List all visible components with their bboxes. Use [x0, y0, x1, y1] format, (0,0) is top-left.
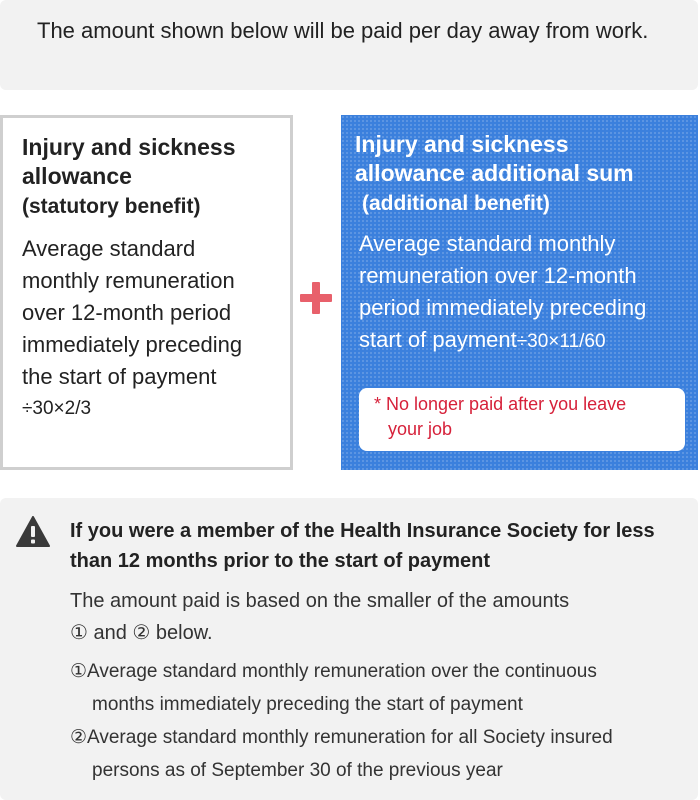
statutory-formula-line: the start of payment: [22, 364, 217, 389]
statutory-title: [22, 133, 282, 191]
info-list: [70, 655, 695, 787]
warning-icon: [16, 516, 50, 548]
additional-formula: [355, 228, 690, 358]
list-item-2: ②Average standard monthly remuneration for all Society insured: [70, 727, 613, 748]
statutory-title-line1: Injury and sickness: [22, 134, 236, 160]
additional-formula-line: Average standard monthly: [359, 231, 616, 256]
plus-icon: [298, 280, 334, 316]
statutory-subtitle: (statutory benefit): [22, 195, 201, 218]
statutory-formula-line: immediately preceding: [22, 332, 243, 357]
additional-subtitle: (additional benefit): [362, 192, 550, 215]
note-box: [359, 388, 685, 451]
statutory-benefit-box: [0, 115, 293, 470]
list-item-1-cont: months immediately preceding the start of payment: [92, 694, 523, 715]
intro-text: The amount shown below will be paid per day away from work.: [37, 18, 649, 43]
note-line2: your job: [388, 419, 453, 439]
statutory-formula-line: monthly remuneration: [22, 268, 235, 293]
info-body: [70, 585, 690, 649]
additional-formula-line: start of payment: [359, 327, 517, 352]
additional-formula-line: period immediately preceding: [359, 295, 647, 320]
statutory-formula-line: Average standard: [22, 236, 196, 261]
info-body-line1: The amount paid is based on the smaller of the amounts: [70, 590, 570, 612]
additional-title-line2: allowance additional sum: [355, 160, 634, 186]
list-item-2-cont: persons as of September 30 of the previous year: [92, 760, 503, 781]
note-line1: * No longer paid after you leave: [374, 394, 627, 414]
info-body-line2: ① and ② below.: [70, 622, 213, 644]
intro-box: [0, 0, 698, 90]
info-title: If you were a member of the Health Insurance Society for less than 12 months prior to the start of payment: [70, 520, 655, 572]
additional-formula-math: ÷30×11/60: [516, 331, 606, 352]
additional-title: [355, 130, 690, 188]
statutory-formula-line: over 12-month period: [22, 300, 232, 325]
statutory-formula-math: ÷30×2/3: [22, 398, 92, 419]
additional-formula-line: remuneration over 12-month: [359, 263, 637, 288]
statutory-formula: [22, 233, 282, 425]
list-item-1: ①Average standard monthly remuneration over the continuous: [70, 661, 597, 682]
additional-title-line1: Injury and sickness: [355, 131, 569, 157]
statutory-title-line2: allowance: [22, 163, 132, 189]
